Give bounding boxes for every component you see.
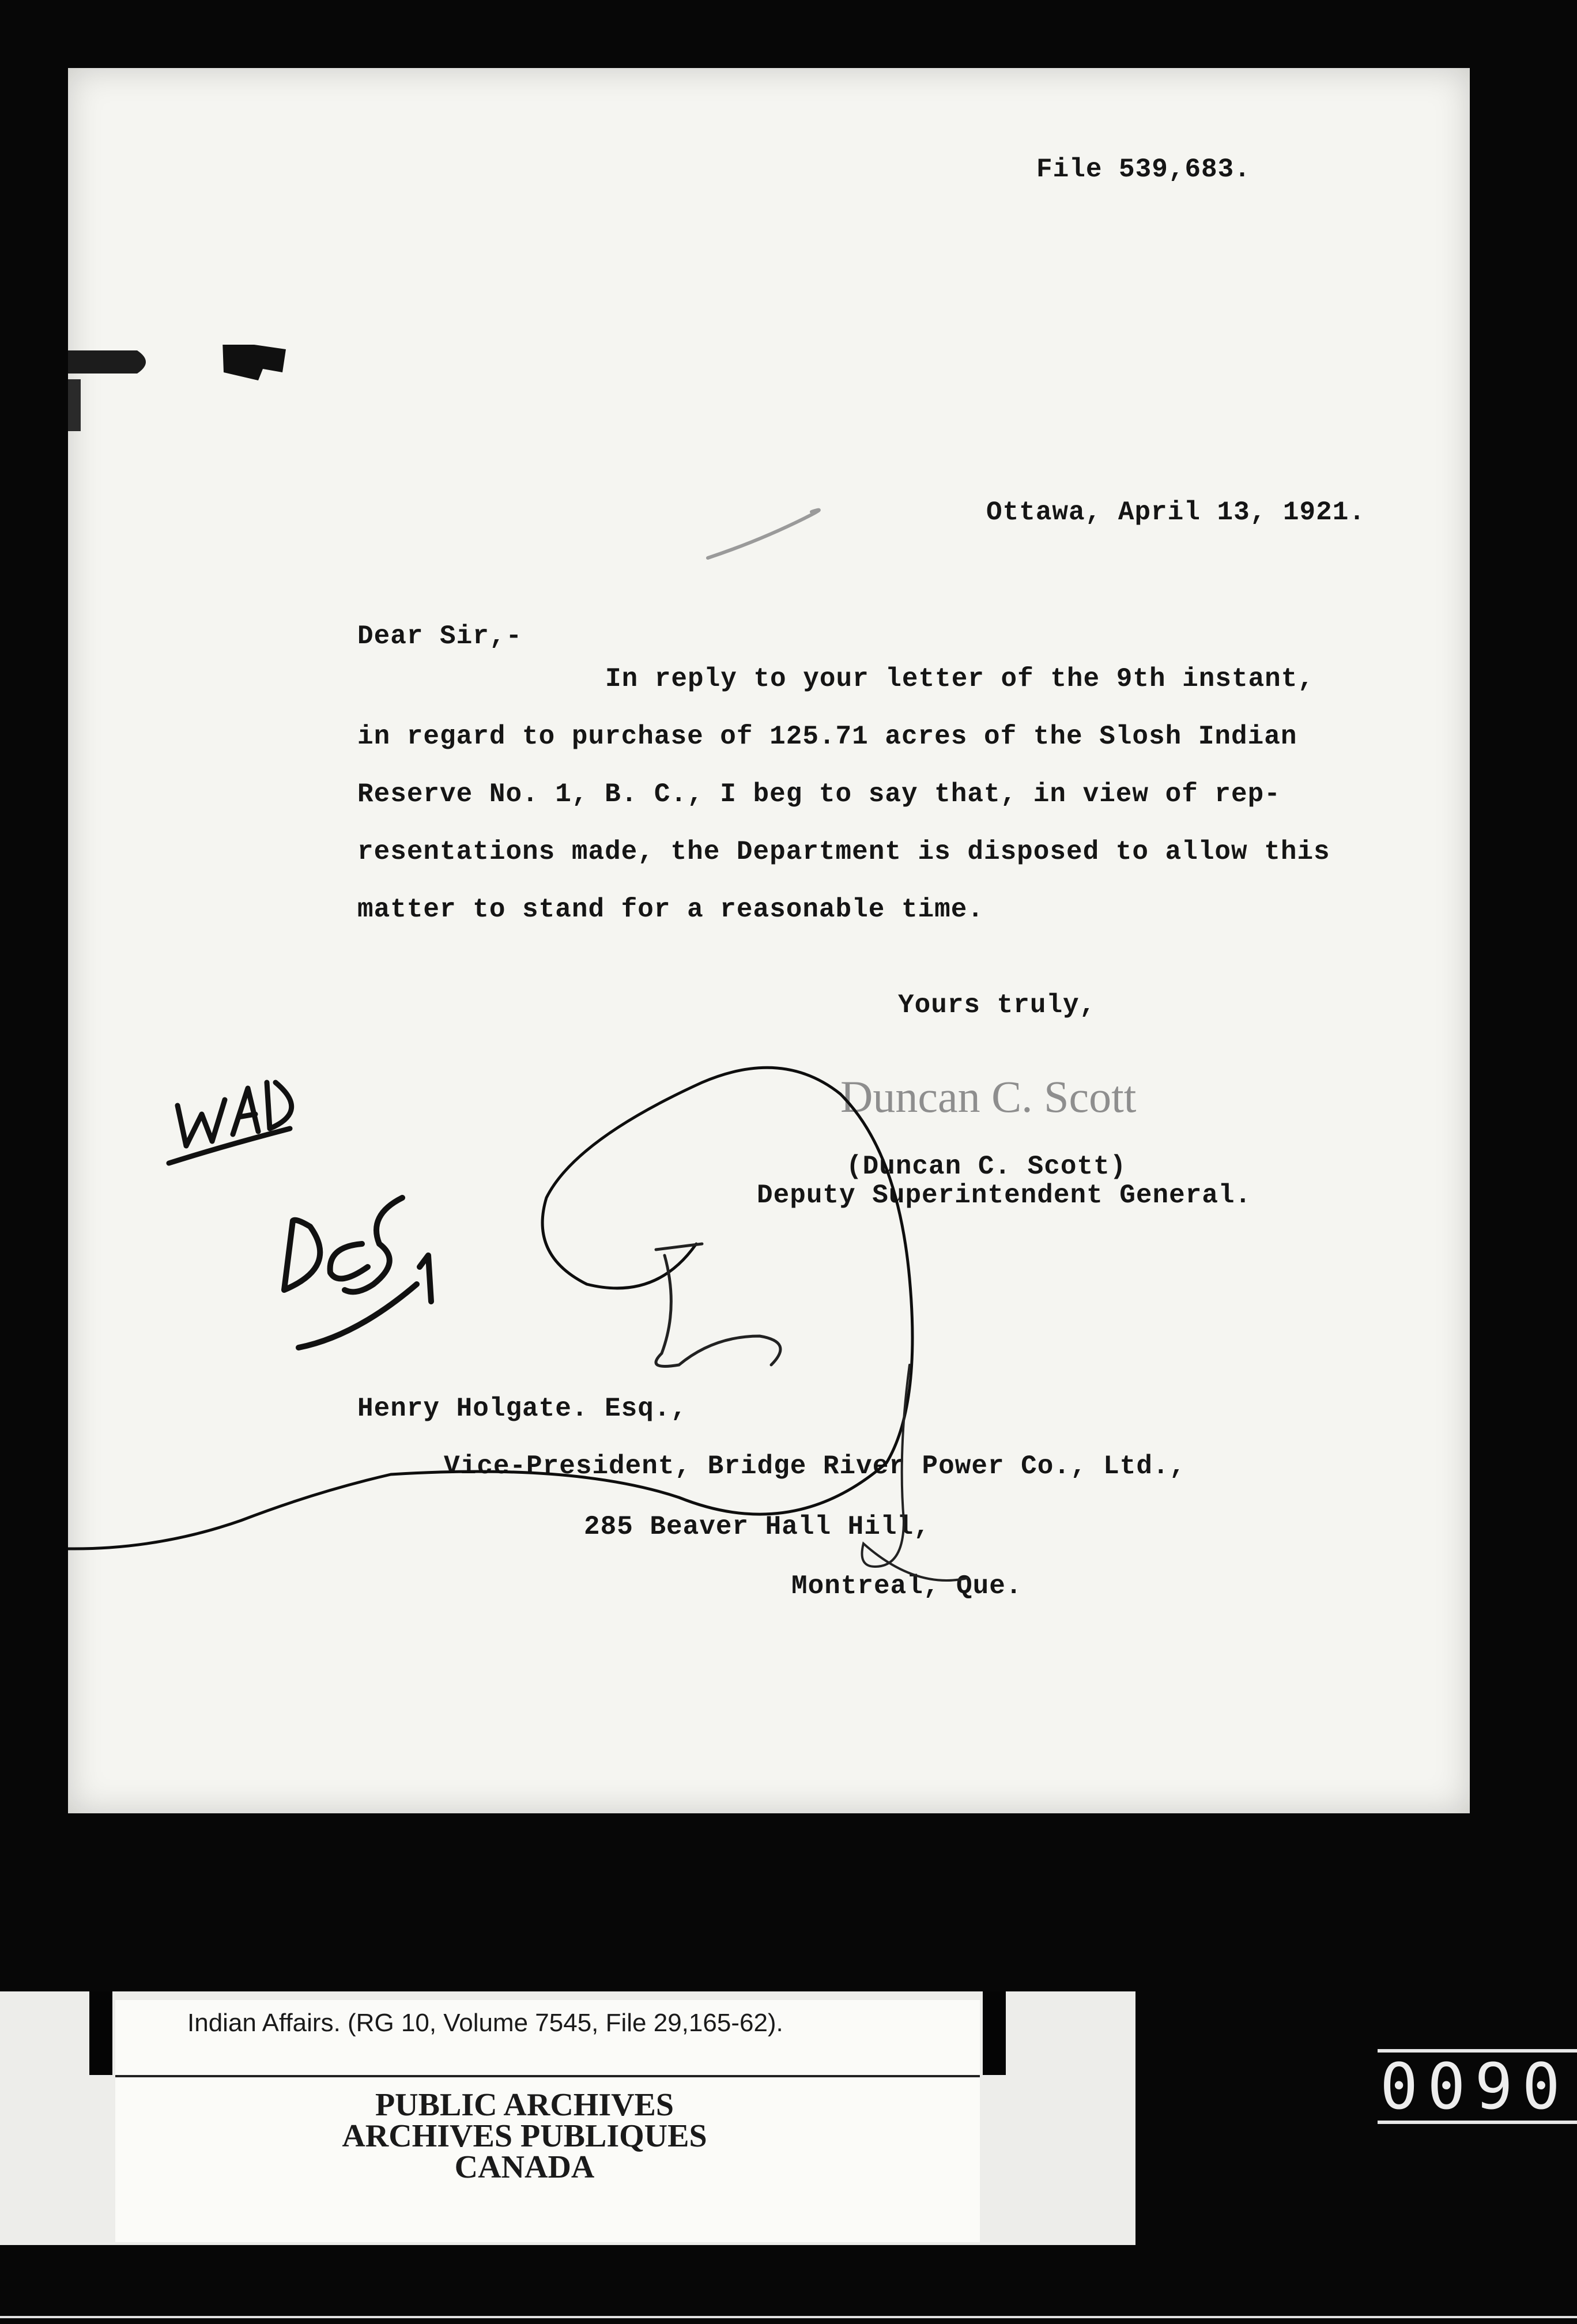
body-line: matter to stand for a reasonable time.	[357, 895, 984, 925]
archive-reference: Indian Affairs. (RG 10, Volume 7545, File 29,165-62).	[187, 2009, 783, 2037]
addressee-title: Vice-President, Bridge River Power Co., Ltd.,	[444, 1451, 1186, 1481]
body-line: in regard to purchase of 125.71 acres of the Slosh Indian	[357, 722, 1297, 752]
institution-line-en: PUBLIC ARCHIVES	[375, 2087, 674, 2123]
institution-line-fr: ARCHIVES PUBLIQUES	[342, 2118, 707, 2154]
pen-hook-stroke	[656, 1244, 780, 1367]
initials-wad	[169, 1082, 292, 1163]
institution-line-country: CANADA	[454, 2149, 595, 2185]
signature-stamp: Duncan C. Scott	[840, 1072, 1137, 1122]
pencil-smudge	[708, 510, 819, 558]
label-mask-left	[89, 1991, 112, 2075]
body-line: Reserve No. 1, B. C., I beg to say that, in view of rep-	[357, 779, 1281, 809]
label-mask-right	[983, 1991, 1006, 2075]
initials-dcs	[284, 1198, 431, 1348]
body-line: resentations made, the Department is disposed to allow this	[357, 837, 1330, 867]
archive-institution	[323, 2089, 726, 2183]
signatory-name: (Duncan C. Scott)	[846, 1152, 1127, 1182]
file-reference: File 539,683.	[1036, 154, 1251, 184]
closing: Yours truly,	[898, 990, 1096, 1020]
signatory-title: Deputy Superintendent General.	[757, 1180, 1252, 1210]
addressee-city: Montreal, Que.	[791, 1571, 1023, 1601]
handwritten-annotations	[68, 68, 1470, 1813]
addressee-name: Henry Holgate. Esq.,	[357, 1394, 688, 1424]
pen-tail-stroke	[862, 1365, 968, 1580]
place-date: Ottawa, April 13, 1921.	[986, 497, 1365, 527]
addressee-street: 285 Beaver Hall Hill,	[584, 1512, 930, 1542]
film-edge-line	[0, 2316, 1577, 2318]
frame-number: 0090	[1378, 2049, 1577, 2124]
body-line: In reply to your letter of the 9th instant,	[605, 664, 1314, 694]
salutation: Dear Sir,-	[357, 621, 523, 651]
pen-loop-stroke	[68, 1067, 912, 1549]
letter-page	[68, 68, 1470, 1813]
label-divider	[115, 2075, 980, 2077]
